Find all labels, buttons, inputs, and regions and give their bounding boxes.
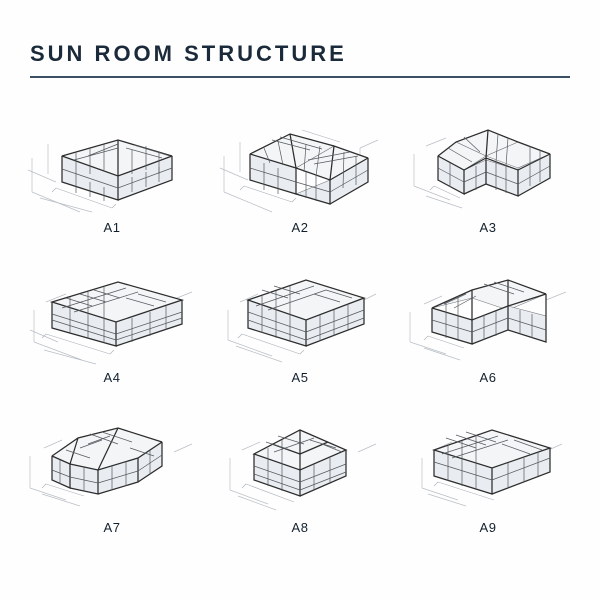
figure-caption: A6	[479, 370, 497, 385]
figure-cell-a3	[394, 100, 582, 250]
sunroom-drawing-a1	[22, 100, 202, 218]
figure-grid	[18, 100, 582, 550]
title-block	[0, 40, 600, 78]
sunroom-drawing-a4	[22, 250, 202, 368]
sunroom-drawing-a6	[398, 250, 578, 368]
figure-cell-a8	[206, 400, 394, 550]
figure-caption: A5	[291, 370, 309, 385]
figure-caption: A3	[479, 220, 497, 235]
figure-cell-a4	[18, 250, 206, 400]
sunroom-drawing-a2	[210, 100, 390, 218]
sunroom-drawing-a3	[398, 100, 578, 218]
figure-caption: A2	[291, 220, 309, 235]
figure-caption: A7	[103, 520, 121, 535]
sunroom-drawing-a5	[210, 250, 390, 368]
sunroom-drawing-a9	[398, 400, 578, 518]
page-title: SUN ROOM STRUCTURE	[30, 41, 347, 66]
figure-caption: A1	[103, 220, 121, 235]
sunroom-drawing-a8	[210, 400, 390, 518]
sunroom-drawing-a7	[22, 400, 202, 518]
figure-cell-a9	[394, 400, 582, 550]
figure-cell-a7	[18, 400, 206, 550]
figure-caption: A4	[103, 370, 121, 385]
figure-cell-a6	[394, 250, 582, 400]
figure-caption: A8	[291, 520, 309, 535]
figure-cell-a2	[206, 100, 394, 250]
figure-cell-a1	[18, 100, 206, 250]
figure-caption: A9	[479, 520, 497, 535]
title-divider	[30, 76, 570, 78]
figure-cell-a5	[206, 250, 394, 400]
